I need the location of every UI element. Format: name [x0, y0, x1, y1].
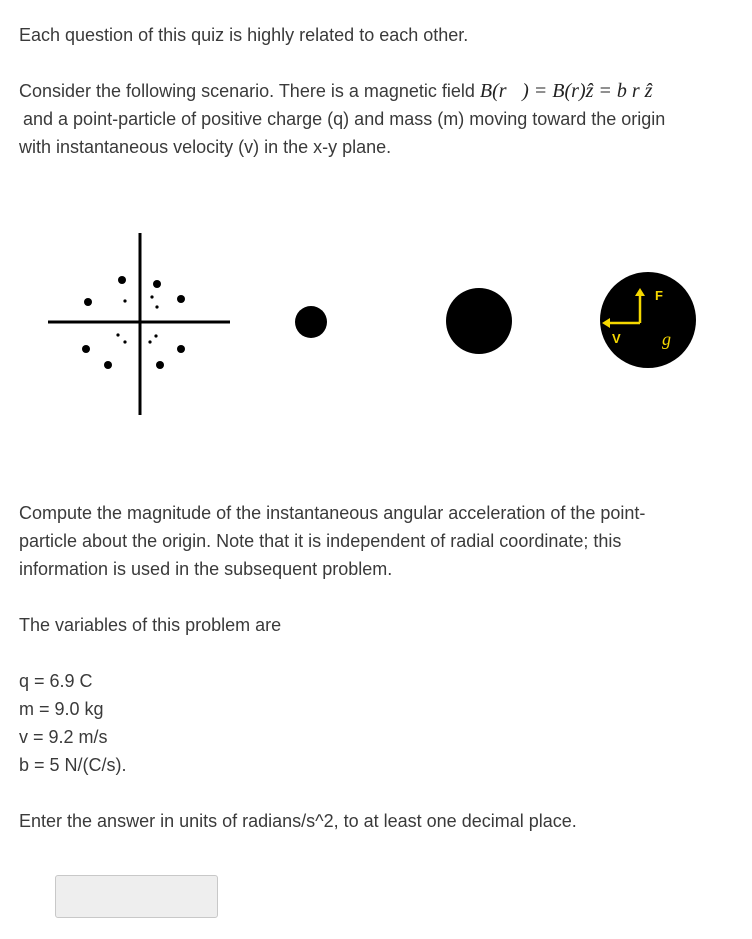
answer-input[interactable] — [55, 875, 218, 918]
question-line-1: Compute the magnitude of the instantaneous angular acceleration of the point- — [19, 503, 646, 523]
small-particle — [295, 306, 327, 338]
scenario-figure — [0, 225, 752, 425]
force-label: F — [655, 288, 663, 303]
question-line-2: particle about the origin. Note that it is independent of radial coordinate; this — [19, 531, 622, 551]
scenario-text: Consider the following scenario. There is a magnetic field — [19, 81, 480, 101]
answer-instruction: Enter the answer in units of radians/s^2, to at least one decimal place. — [19, 811, 577, 831]
scenario-line-2: and a point-particle of positive charge (q) and mass (m) moving toward the origin — [23, 109, 666, 129]
large-particle — [446, 288, 512, 354]
scenario-line-1 — [19, 77, 734, 105]
intro-text: Each question of this quiz is highly related to each other. — [19, 25, 469, 45]
velocity-label: V — [612, 331, 621, 346]
variable-v: v = 9.2 m/s — [19, 727, 108, 747]
force-diagram — [600, 272, 696, 368]
variable-m: m = 9.0 kg — [19, 699, 104, 719]
variables-intro: The variables of this problem are — [19, 615, 282, 635]
scenario-line-3: with instantaneous velocity (v) in the x-y plane. — [19, 137, 392, 157]
magnetic-field-formula: B(r⃗) = B(r)ẑ = b r ẑ — [479, 80, 653, 102]
variable-q: q = 6.9 C — [19, 671, 93, 691]
variable-b: b = 5 N/(C/s). — [19, 755, 127, 775]
question-line-3: information is used in the subsequent problem. — [19, 559, 393, 579]
g-label: g — [662, 329, 671, 349]
force-particle — [600, 272, 696, 368]
axes-diagram — [48, 233, 230, 415]
